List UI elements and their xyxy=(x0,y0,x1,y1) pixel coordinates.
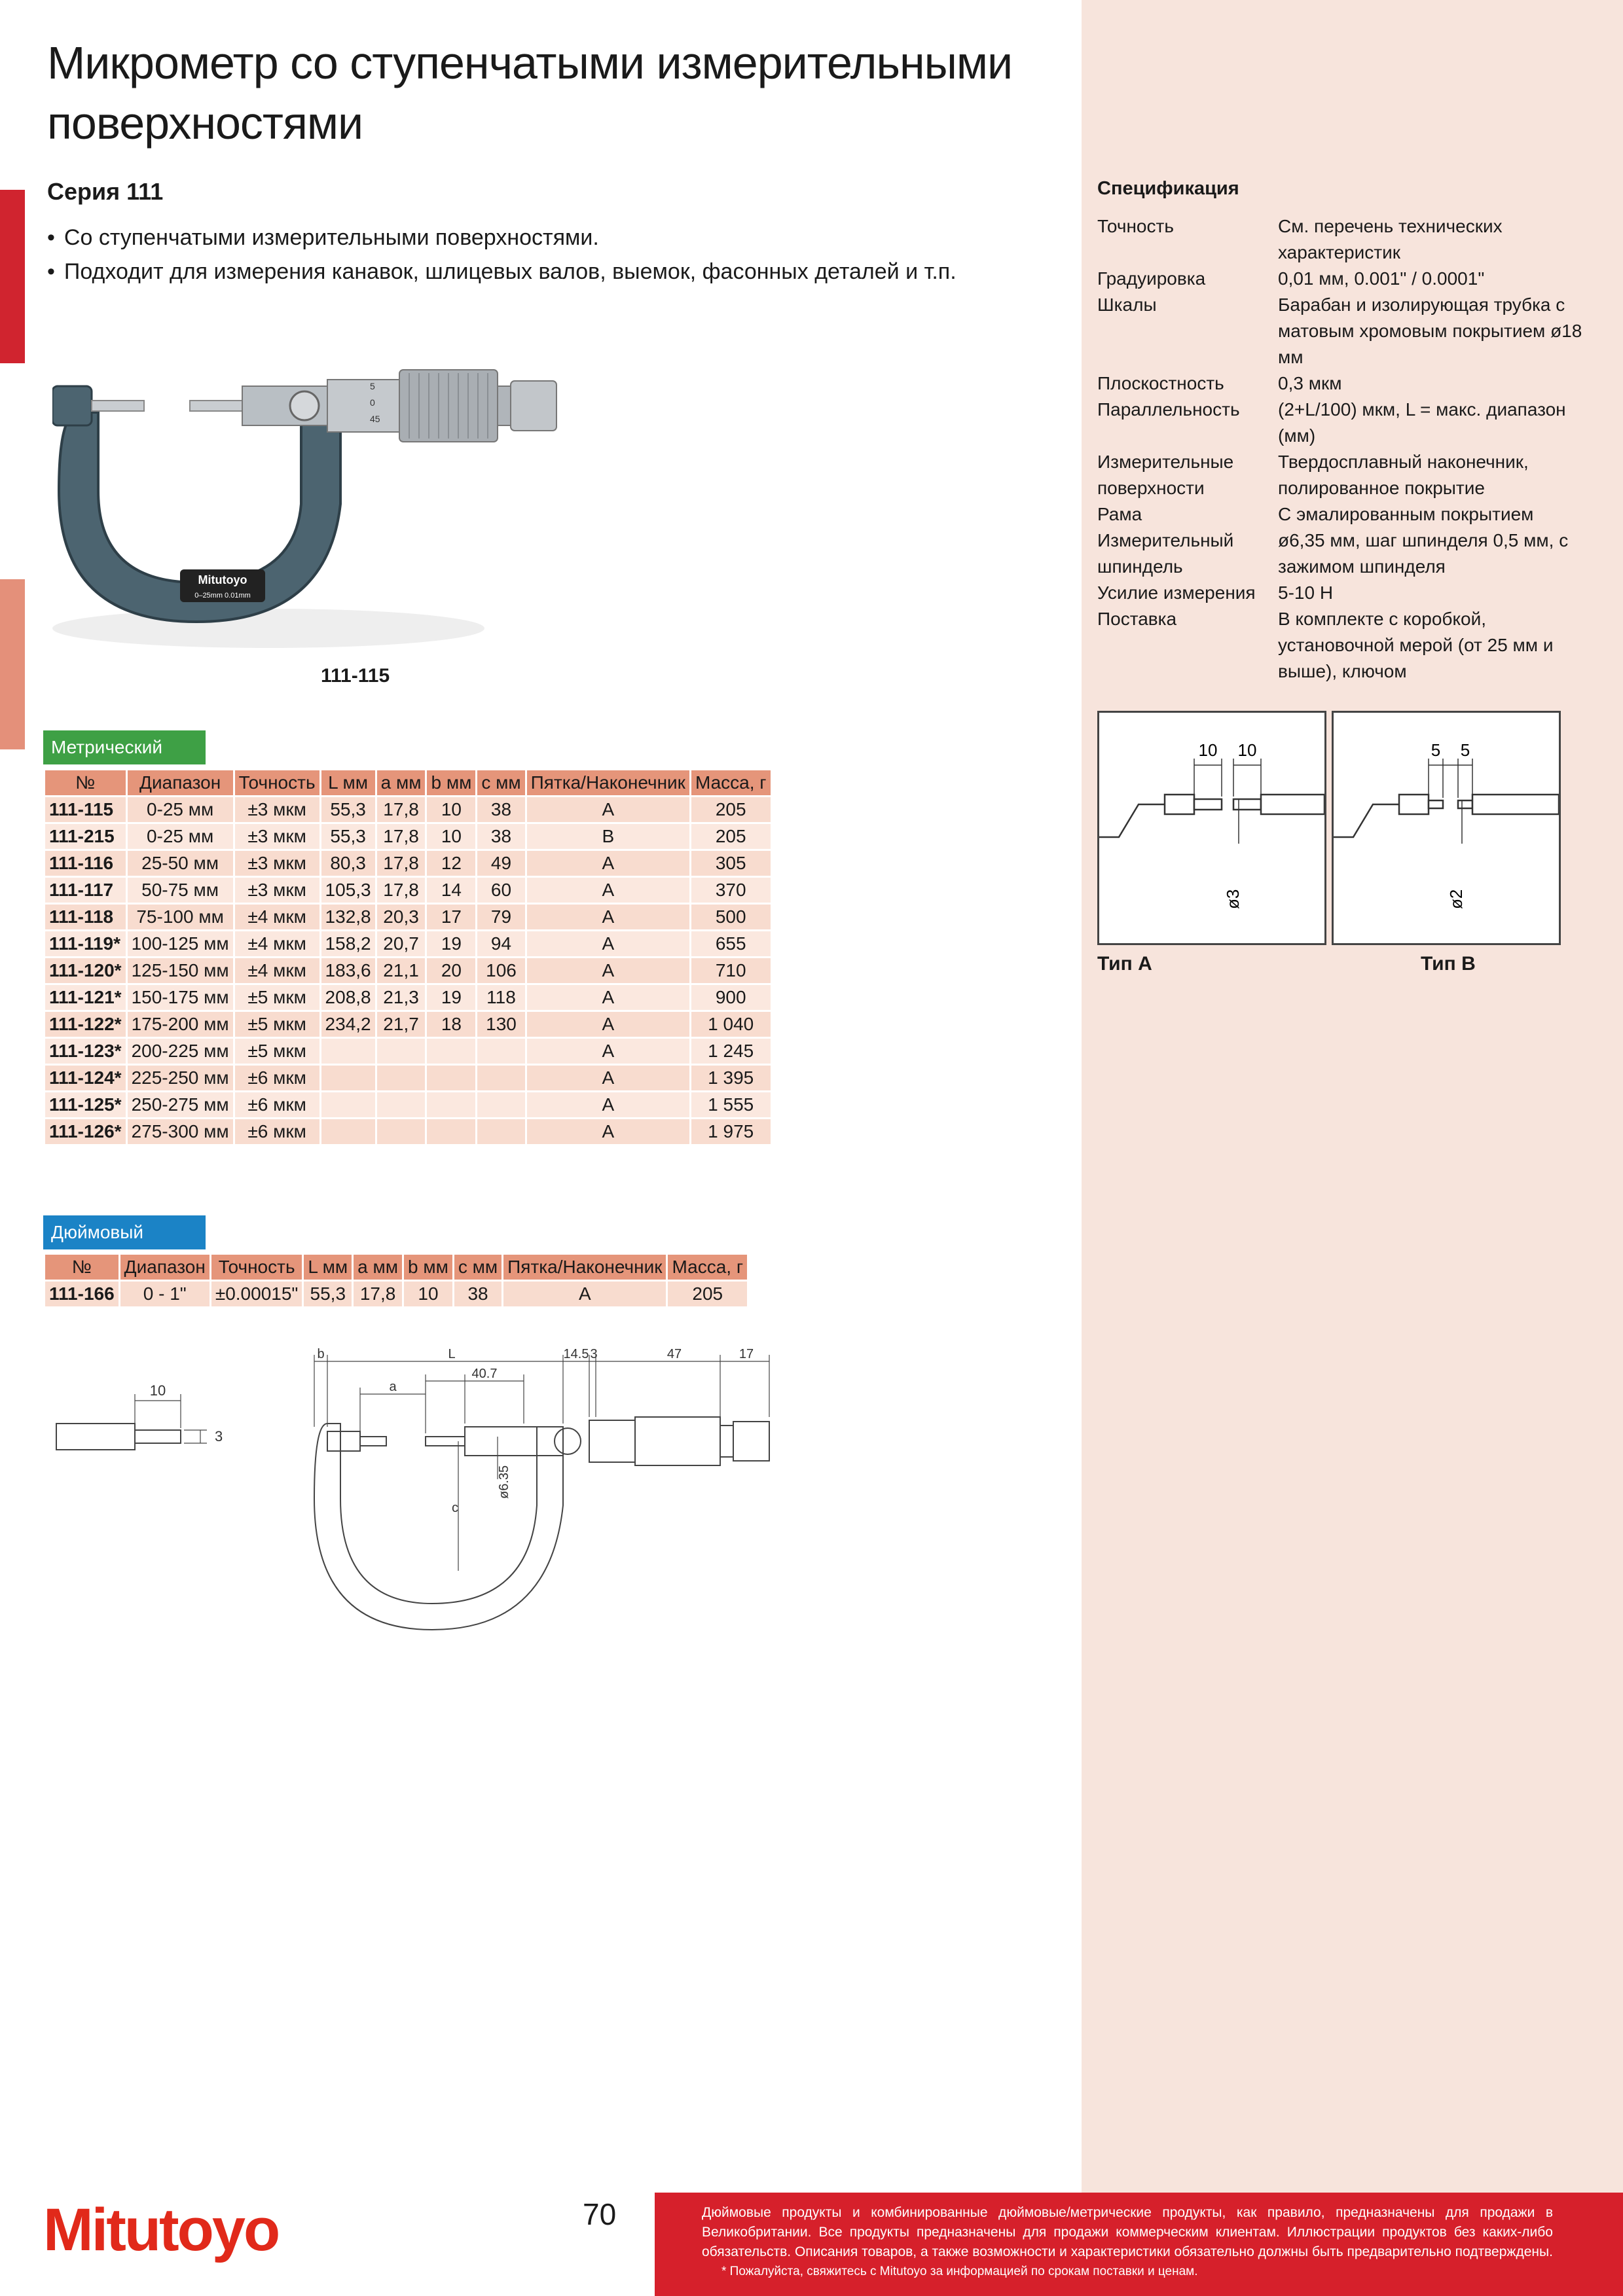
table-cell: 55,3 xyxy=(304,1282,352,1306)
table-cell: 158,2 xyxy=(321,931,375,956)
table-cell: 1 040 xyxy=(691,1012,771,1037)
table-cell: 60 xyxy=(477,878,524,903)
table-cell: 183,6 xyxy=(321,958,375,983)
dim-label: b xyxy=(317,1348,325,1361)
brand-logo: Mitutoyo xyxy=(43,2197,279,2263)
table-cell xyxy=(477,1092,524,1117)
model-number: 111-117 xyxy=(45,878,126,903)
type-b-label: Тип В xyxy=(1421,953,1476,975)
table-cell: 21,3 xyxy=(377,985,426,1010)
dim-label: 10 xyxy=(1198,740,1218,760)
table-cell xyxy=(427,1092,475,1117)
table-cell: 500 xyxy=(691,905,771,929)
table-row xyxy=(45,878,771,903)
table-cell: ±3 мкм xyxy=(235,824,319,849)
inch-header-cell: c мм xyxy=(454,1255,501,1280)
metric-header-cell: L мм xyxy=(321,770,375,795)
metric-header-cell: Пятка/Наконечник xyxy=(527,770,689,795)
table-row xyxy=(45,1119,771,1144)
disclaimer-text: Дюймовые продукты и комбинированные дюймовые/метрические продукты, как правило, предназначены для продажи в Великобритании. Все продукты предназначены для продажи коммерческим клиентам. Иллюстрации продуктов без каких-либо обязательств. Описания товаров, а также возможности и характеристики обязательно должны быть предварительно подтверждены. xyxy=(702,2205,1553,2259)
table-cell: 200-225 мм xyxy=(128,1039,233,1064)
thimble-tick: 0 xyxy=(370,397,375,408)
table-row xyxy=(45,905,771,929)
table-cell: 225-250 мм xyxy=(128,1066,233,1090)
table-row xyxy=(45,1012,771,1037)
table-row xyxy=(45,797,771,822)
table-row xyxy=(45,824,771,849)
table-cell: 710 xyxy=(691,958,771,983)
spec-value: Барабан и изолирующая трубка с матовым хромовым покрытием ø18 мм xyxy=(1278,295,1582,367)
table-cell: 305 xyxy=(691,851,771,876)
table-cell: 20,3 xyxy=(377,905,426,929)
table-cell: 38 xyxy=(454,1282,501,1306)
table-cell: 55,3 xyxy=(321,824,375,849)
table-cell: 100-125 мм xyxy=(128,931,233,956)
table-cell: 19 xyxy=(427,985,475,1010)
dim-label: 40.7 xyxy=(471,1367,498,1381)
table-cell: 106 xyxy=(477,958,524,983)
table-cell: A xyxy=(503,1282,666,1306)
table-cell: 234,2 xyxy=(321,1012,375,1037)
model-number: 111-115 xyxy=(45,797,126,822)
metric-header-cell: № xyxy=(45,770,126,795)
table-cell: A xyxy=(527,1092,689,1117)
dim-label: 5 xyxy=(1431,740,1441,760)
type-a-diagram xyxy=(1097,711,1326,945)
table-cell: 205 xyxy=(691,824,771,849)
spec-value: ø6,35 мм, шаг шпинделя 0,5 мм, с зажимом шпинделя xyxy=(1278,530,1569,577)
table-cell xyxy=(377,1092,426,1117)
table-cell: 50-75 мм xyxy=(128,878,233,903)
spec-key: Точность xyxy=(1097,216,1174,236)
plate-range-text: 0–25mm 0.01mm xyxy=(194,592,251,600)
table-cell xyxy=(477,1119,524,1144)
table-cell: 1 975 xyxy=(691,1119,771,1144)
table-cell: ±4 мкм xyxy=(235,958,319,983)
table-cell: 14 xyxy=(427,878,475,903)
table-cell: 17,8 xyxy=(377,824,426,849)
table-cell: ±5 мкм xyxy=(235,985,319,1010)
spec-value: См. перечень технических характеристик xyxy=(1278,216,1503,262)
table-cell xyxy=(321,1039,375,1064)
table-cell: ±6 мкм xyxy=(235,1092,319,1117)
table-cell: 21,1 xyxy=(377,958,426,983)
table-cell: A xyxy=(527,878,689,903)
table-cell xyxy=(477,1066,524,1090)
model-number: 111-215 xyxy=(45,824,126,849)
table-cell: 132,8 xyxy=(321,905,375,929)
table-cell: A xyxy=(527,985,689,1010)
table-cell: 17,8 xyxy=(354,1282,402,1306)
table-cell: 75-100 мм xyxy=(128,905,233,929)
dim-label: a xyxy=(389,1380,397,1394)
table-cell: ±0.00015" xyxy=(211,1282,302,1306)
table-cell: 125-150 мм xyxy=(128,958,233,983)
spec-key: Плоскостность xyxy=(1097,373,1224,393)
thimble-tick: 5 xyxy=(370,381,375,391)
table-cell xyxy=(427,1039,475,1064)
table-cell: 0-25 мм xyxy=(128,797,233,822)
inch-header-cell: № xyxy=(45,1255,119,1280)
table-cell: 1 555 xyxy=(691,1092,771,1117)
inch-header-cell: Точность xyxy=(211,1255,302,1280)
metric-header-cell: b мм xyxy=(427,770,475,795)
table-cell: 208,8 xyxy=(321,985,375,1010)
table-cell: 250-275 мм xyxy=(128,1092,233,1117)
table-cell: ±3 мкм xyxy=(235,851,319,876)
page-number: 70 xyxy=(583,2197,617,2231)
table-cell: 118 xyxy=(477,985,524,1010)
table-cell xyxy=(427,1119,475,1144)
dim-label: 3 xyxy=(590,1348,598,1361)
table-cell: A xyxy=(527,931,689,956)
table-cell: 10 xyxy=(404,1282,452,1306)
table-cell: ±3 мкм xyxy=(235,797,319,822)
metric-header-cell: Масса, г xyxy=(691,770,771,795)
table-row xyxy=(45,1039,771,1064)
table-cell: 130 xyxy=(477,1012,524,1037)
spec-value: 0,3 мкм xyxy=(1278,373,1342,393)
table-cell: 0 - 1" xyxy=(120,1282,210,1306)
dim-label: c xyxy=(452,1501,458,1515)
dim-label: ø3 xyxy=(1223,889,1243,909)
table-cell xyxy=(321,1092,375,1117)
table-cell: 205 xyxy=(691,797,771,822)
spec-value: (2+L/100) мкм, L = макс. диапазон (мм) xyxy=(1278,399,1566,446)
metric-header-cell: Точность xyxy=(235,770,319,795)
table-cell: A xyxy=(527,1119,689,1144)
spec-key: Параллельность xyxy=(1097,399,1240,420)
table-cell xyxy=(377,1039,426,1064)
table-cell: 10 xyxy=(427,797,475,822)
table-cell: 80,3 xyxy=(321,851,375,876)
model-number: 111-122* xyxy=(45,1012,126,1037)
model-number: 111-121* xyxy=(45,985,126,1010)
anvil-tip-drawing xyxy=(43,1374,240,1466)
dim-label: L xyxy=(448,1348,456,1361)
dim-label: 3 xyxy=(215,1428,223,1444)
table-cell: ±4 мкм xyxy=(235,931,319,956)
table-cell: A xyxy=(527,1039,689,1064)
model-number: 111-119* xyxy=(45,931,126,956)
table-cell: ±5 мкм xyxy=(235,1039,319,1064)
table-cell: B xyxy=(527,824,689,849)
table-cell: 175-200 мм xyxy=(128,1012,233,1037)
dim-label: 14.5 xyxy=(563,1348,589,1361)
inch-header-cell: Диапазон xyxy=(120,1255,210,1280)
spec-heading: Спецификация xyxy=(1097,178,1239,199)
table-cell: 18 xyxy=(427,1012,475,1037)
table-cell: 38 xyxy=(477,797,524,822)
table-cell xyxy=(321,1119,375,1144)
inch-header-cell: Масса, г xyxy=(668,1255,747,1280)
table-cell xyxy=(427,1066,475,1090)
type-a-label: Тип А xyxy=(1097,953,1152,975)
table-cell: ±6 мкм xyxy=(235,1119,319,1144)
dim-label: ø2 xyxy=(1446,889,1466,909)
table-cell: 19 xyxy=(427,931,475,956)
table-cell xyxy=(377,1066,426,1090)
table-row xyxy=(45,1092,771,1117)
table-cell: 20,7 xyxy=(377,931,426,956)
spec-value: 0,01 мм, 0.001" / 0.0001" xyxy=(1278,268,1485,289)
table-cell: 94 xyxy=(477,931,524,956)
model-number: 111-166 xyxy=(45,1282,119,1306)
table-cell: 49 xyxy=(477,851,524,876)
table-cell: ±4 мкм xyxy=(235,905,319,929)
table-cell: 275-300 мм xyxy=(128,1119,233,1144)
table-cell: 21,7 xyxy=(377,1012,426,1037)
table-cell: 900 xyxy=(691,985,771,1010)
feature-bullet: • Подходит для измерения канавок, шлицевых валов, выемок, фасонных деталей и т.п. xyxy=(47,259,957,285)
metric-section-tag: Метрический xyxy=(43,730,206,764)
type-b-diagram xyxy=(1332,711,1561,945)
table-cell xyxy=(477,1039,524,1064)
inch-section-tag: Дюймовый xyxy=(43,1215,206,1249)
brand-plate-text: Mitutoyo xyxy=(198,573,247,586)
dim-label: 17 xyxy=(739,1348,754,1361)
accent-bar-middle xyxy=(0,579,25,749)
table-cell: 17,8 xyxy=(377,851,426,876)
table-cell: A xyxy=(527,1066,689,1090)
table-cell xyxy=(321,1066,375,1090)
photo-caption: 111-115 xyxy=(321,665,390,687)
spec-key: Усилие измерения xyxy=(1097,583,1256,603)
inch-header-cell: a мм xyxy=(354,1255,402,1280)
spec-value: В комплекте с коробкой, установочной мерой (от 25 мм и выше), ключом xyxy=(1278,609,1554,681)
disclaimer-footnote: * Пожалуйста, свяжитесь с Mitutoyo за информацией по срокам поставки и ценам. xyxy=(721,2265,1198,2278)
model-number: 111-120* xyxy=(45,958,126,983)
table-cell: 0-25 мм xyxy=(128,824,233,849)
thimble-tick: 45 xyxy=(370,414,380,424)
spec-key: Измерительные поверхности xyxy=(1097,452,1234,498)
model-number: 111-126* xyxy=(45,1119,126,1144)
spec-value: С эмалированным покрытием xyxy=(1278,504,1534,524)
series-label: Серия 111 xyxy=(47,178,164,205)
table-cell: A xyxy=(527,797,689,822)
table-cell: A xyxy=(527,1012,689,1037)
feature-bullet: • Со ступенчатыми измерительными поверхностями. xyxy=(47,225,599,251)
table-cell: 150-175 мм xyxy=(128,985,233,1010)
table-row xyxy=(45,1282,747,1306)
table-cell: 17 xyxy=(427,905,475,929)
table-cell: 105,3 xyxy=(321,878,375,903)
metric-header-cell: Диапазон xyxy=(128,770,233,795)
dim-label: ø6.35 xyxy=(497,1465,511,1499)
table-cell: 1 245 xyxy=(691,1039,771,1064)
table-cell: 79 xyxy=(477,905,524,929)
table-cell: A xyxy=(527,905,689,929)
table-cell: 17,8 xyxy=(377,797,426,822)
inch-table xyxy=(43,1253,749,1308)
inch-header-cell: Пятка/Наконечник xyxy=(503,1255,666,1280)
table-cell: ±6 мкм xyxy=(235,1066,319,1090)
model-number: 111-124* xyxy=(45,1066,126,1090)
metric-header-cell: c мм xyxy=(477,770,524,795)
page-title: Микрометр со ступенчатыми измерительными поверхностями xyxy=(47,37,1013,149)
table-cell: 25-50 мм xyxy=(128,851,233,876)
table-cell: 655 xyxy=(691,931,771,956)
table-cell: 370 xyxy=(691,878,771,903)
table-cell: 38 xyxy=(477,824,524,849)
accent-bar-top xyxy=(0,190,25,363)
table-cell: 55,3 xyxy=(321,797,375,822)
spec-key: Рама xyxy=(1097,504,1142,524)
dim-label: 5 xyxy=(1460,740,1470,760)
table-row xyxy=(45,1066,771,1090)
micrometer-photo xyxy=(52,340,681,655)
metric-header-cell: a мм xyxy=(377,770,426,795)
table-cell: A xyxy=(527,851,689,876)
footer-disclaimer xyxy=(655,2193,1623,2296)
table-cell: ±5 мкм xyxy=(235,1012,319,1037)
table-cell: 17,8 xyxy=(377,878,426,903)
dimension-drawing xyxy=(288,1348,877,1636)
inch-header-cell: L мм xyxy=(304,1255,352,1280)
table-cell: 10 xyxy=(427,824,475,849)
model-number: 111-125* xyxy=(45,1092,126,1117)
model-number: 111-118 xyxy=(45,905,126,929)
dim-label: 10 xyxy=(149,1382,166,1399)
table-row xyxy=(45,985,771,1010)
spec-key: Поставка xyxy=(1097,609,1177,629)
table-cell: 205 xyxy=(668,1282,747,1306)
metric-table xyxy=(43,768,773,1146)
inch-header-cell: b мм xyxy=(404,1255,452,1280)
table-cell xyxy=(377,1119,426,1144)
spec-value: 5-10 Н xyxy=(1278,583,1334,603)
table-cell: 12 xyxy=(427,851,475,876)
table-row xyxy=(45,851,771,876)
model-number: 111-116 xyxy=(45,851,126,876)
spec-key: Градуировка xyxy=(1097,268,1206,289)
table-cell: 20 xyxy=(427,958,475,983)
spec-key: Измерительный шпиндель xyxy=(1097,530,1234,577)
table-cell: A xyxy=(527,958,689,983)
dim-label: 10 xyxy=(1237,740,1257,760)
model-number: 111-123* xyxy=(45,1039,126,1064)
spec-key: Шкалы xyxy=(1097,295,1157,315)
spec-value: Твердосплавный наконечник, полированное покрытие xyxy=(1278,452,1529,498)
dim-label: 47 xyxy=(666,1348,682,1361)
table-row xyxy=(45,958,771,983)
table-row xyxy=(45,931,771,956)
table-cell: 1 395 xyxy=(691,1066,771,1090)
table-cell: ±3 мкм xyxy=(235,878,319,903)
